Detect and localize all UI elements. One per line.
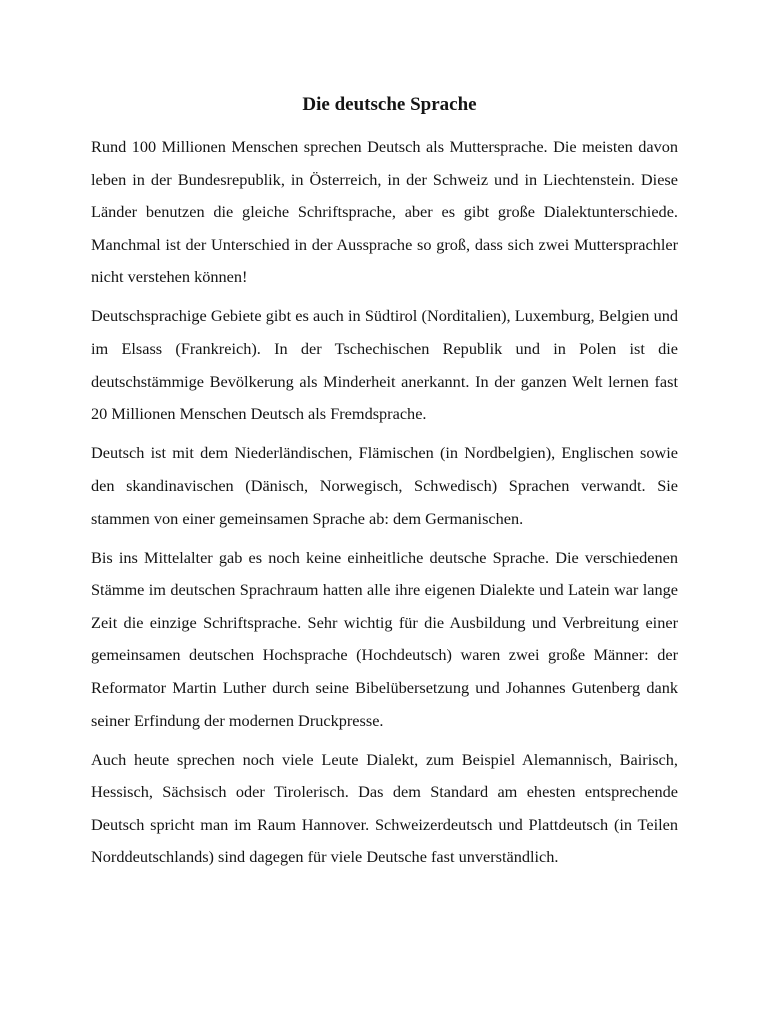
paragraph-4: Bis ins Mittelalter gab es noch keine einheitliche deutsche Sprache. Die verschiedenen Stämme im deutschen Sprachraum hatten alle ihre eigenen Dialekte und Latein war lange Zeit die einzige Schriftsprache. Sehr wichtig für die Ausbildung und Verbreitung einer gemeinsamen deutschen Hochsprache (Hochdeutsch) waren zwei große Männer: der Reformator Martin Luther durch seine Bibelübersetzung und Johannes Gutenberg dank seiner Erfindung der modernen Druckpresse. <box>91 547 678 730</box>
paragraph-5: Auch heute sprechen noch viele Leute Dialekt, zum Beispiel Alemannisch, Bairisch, Hessisch, Sächsisch oder Tirolerisch. Das dem Standard am ehesten entsprechende Deutsch spricht man im Raum Hannover. Schweizerdeutsch und Plattdeutsch (in Teilen Norddeutschlands) sind dagegen für viele Deutsche fast unverständlich. <box>91 749 678 867</box>
document-page <box>91 92 678 874</box>
document-title: Die deutsche Sprache <box>302 94 477 115</box>
paragraph-1: Rund 100 Millionen Menschen sprechen Deutsch als Muttersprache. Die meisten davon leben in der Bundesrepublik, in Österreich, in der Schweiz und in Liechtenstein. Diese Länder benutzen die gleiche Schriftsprache, aber es gibt große Dialektunterschiede. Manchmal ist der Unterschied in der Aussprache so groß, dass sich zwei Muttersprachler nicht verstehen können! <box>91 137 678 287</box>
paragraph-3: Deutsch ist mit dem Niederländischen, Flämischen (in Nordbelgien), Englischen sowie den skandinavischen (Dänisch, Norwegisch, Schwedisch) Sprachen verwandt. Sie stammen von einer gemeinsamen Sprache ab: dem Germanischen. <box>91 443 678 528</box>
paragraph-2: Deutschsprachige Gebiete gibt es auch in Südtirol (Norditalien), Luxemburg, Belgien und im Elsass (Frankreich). In der Tschechischen Republik und in Polen ist die deutschstämmige Bevölkerung als Minderheit anerkannt. In der ganzen Welt lernen fast 20 Millionen Menschen Deutsch als Fremdsprache. <box>91 306 678 424</box>
